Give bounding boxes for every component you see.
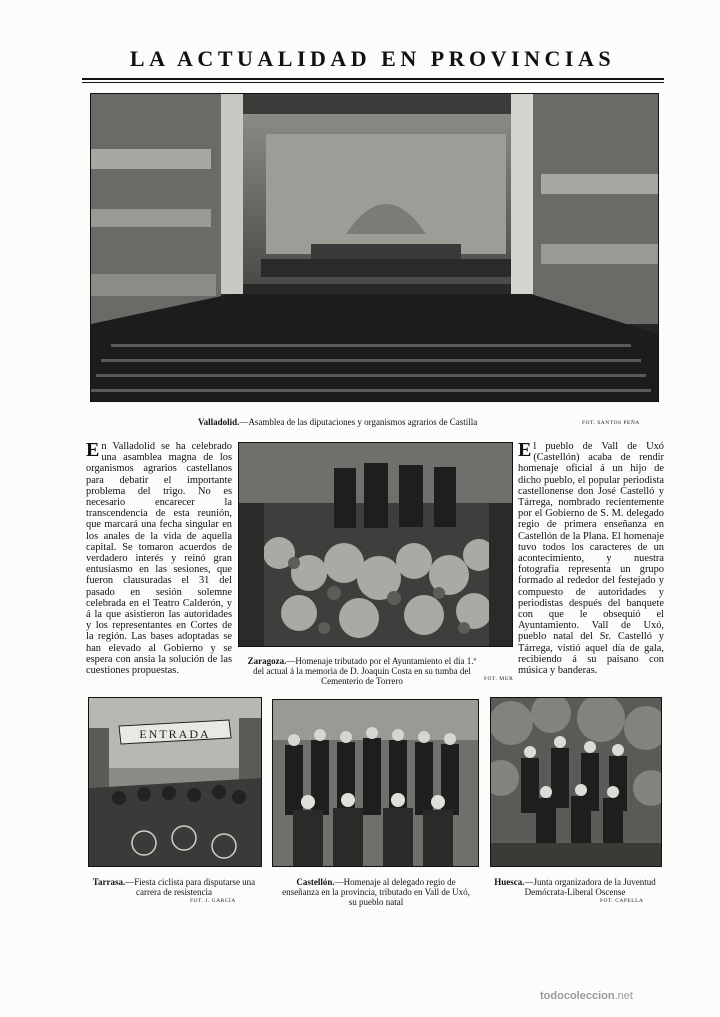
caption-place: Tarrasa. — [92, 877, 126, 887]
bottom-photo-tarrasa — [88, 697, 262, 867]
tarrasa-caption — [88, 877, 260, 897]
center-photo-credit: FOT. MUR — [484, 676, 514, 682]
huesca-caption — [492, 877, 658, 897]
watermark-logo — [540, 990, 633, 1002]
left-dropcap: E — [86, 441, 100, 461]
center-photo-zaragoza — [238, 442, 513, 647]
tarrasa-credit: FOT. J. GARCÍA — [190, 898, 236, 904]
tarrasa-banner-text: ENTRADA — [139, 727, 211, 741]
caption-text: —Junta organizadora de la Juventud Demócrata-Liberal Oscense — [524, 877, 656, 897]
caption-text: —Homenaje tributado por el Ayuntamiento el día 1.º del actual á la memoria de D. Joaquín Costa en su tumba del Cementerio de Torrero — [253, 656, 477, 686]
caption-text: —Homenaje al delegado regio de enseñanza en la provincia, tributado en Vall de Uxó, su pueblo natal — [282, 877, 470, 907]
caption-place: Castellón. — [296, 877, 335, 887]
bottom-photo-huesca — [490, 697, 662, 867]
center-photo-caption — [242, 656, 482, 686]
watermark-brand: todocoleccion — [540, 990, 615, 1002]
right-dropcap: E — [518, 441, 532, 461]
bottom-photo-castellon — [272, 699, 479, 867]
caption-place: Valladolid. — [198, 417, 240, 427]
masthead-rule-thin — [82, 82, 664, 83]
huesca-credit: FOT. CAPELLA — [600, 898, 644, 904]
main-photo-credit: FOT. SANTOS PEÑA — [582, 420, 640, 426]
watermark-suffix: .net — [614, 990, 633, 1002]
main-photo-theater — [90, 93, 659, 402]
page-masthead: LA ACTUALIDAD EN PROVINCIAS — [129, 46, 616, 71]
right-article-text: l pueblo de Vall de Uxó (Castellón) acaba de rendir homenaje oficial á un hijo de dicho pueblo, el popular periodista castellonense don José Castelló y Tárrega, nombrado recientemente por el Gobierno de S. M. delegado regio de primera enseñanza en Castellón de la Plana. El homenaje tuvo todos los caracteres de un acontecimiento, y nuestra fotografía representa un grupo formado al rededor del festejado y compuesto de autoridades y periodistas después del banquete con que le obsequió el Ayuntamiento. Vall de Uxó, pueblo natal del Sr. Castelló y Tárrega, vistió aquel día de gala, recibiendo á su paisano con música y banderas. — [518, 441, 664, 677]
caption-text: —Asamblea de las diputaciones y organismos agrarios de Castilla — [239, 417, 478, 427]
caption-place: Huesca. — [494, 877, 525, 887]
left-article-column — [86, 441, 232, 681]
right-article-column — [518, 441, 664, 691]
masthead-rule — [82, 78, 664, 80]
left-article-text: n Valladolid se ha celebrado una asamblea magna de los organismos agrarios castellanos para debatir el importante problema del trigo. No es necesario encarecer la transcendencia de esta reunión, que marcará una fecha singular en los anales de la vida de aquella capital. Se tomaron acuerdos de verdadero interés y reinó gran entusiasmo en las sesiones, que fueron clausuradas el 31 del pasado en sesión solemne celebrada en el Teatro Calderón, y á la que asistieron las autoridades y los representantes en Cortes de la región. Las bases adoptadas se han elevado al Gobierno y se espera con ansia la solución de las cuestiones propuestas. — [86, 441, 232, 677]
caption-text: —Fiesta ciclista para disputarse una carrera de resistencia — [125, 877, 256, 897]
main-photo-caption — [198, 417, 558, 427]
castellon-caption — [278, 877, 474, 907]
caption-place: Zaragoza. — [247, 656, 287, 666]
